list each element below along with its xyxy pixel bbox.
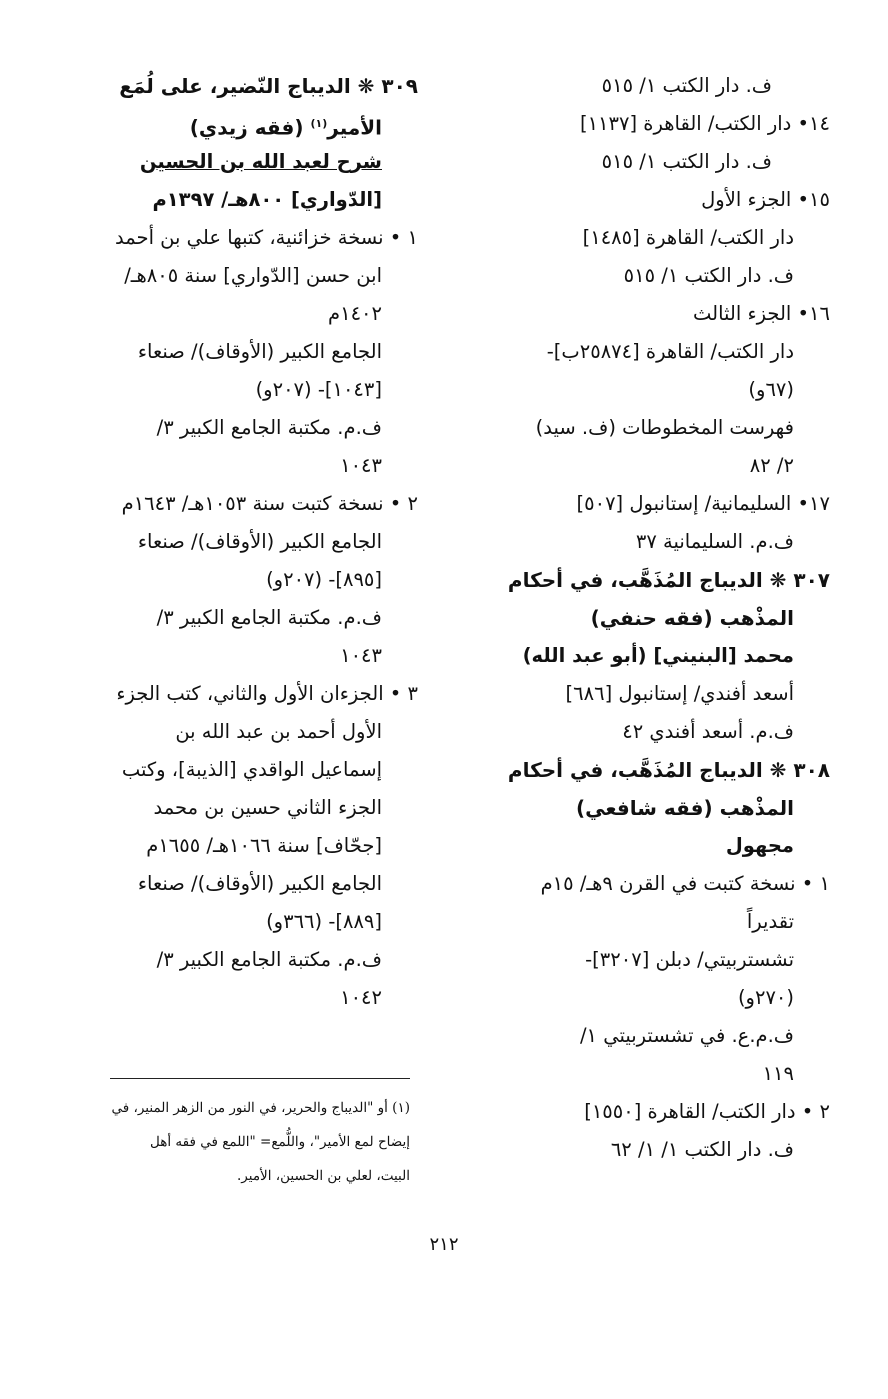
- entry-author: مجهول: [725, 834, 794, 857]
- reference-line: ابن حسن [الدّواري] سنة ٨٠٥هـ/: [124, 264, 382, 287]
- manuscript-entry: ١٤• دار الكتب/ القاهرة [١١٣٧]: [579, 112, 830, 135]
- reference-line: ف.م. مكتبة الجامع الكبير ٣/: [156, 416, 382, 439]
- reference-line: ف.م. مكتبة الجامع الكبير ٣/: [156, 606, 382, 629]
- reference-line: [٨٨٩]- (٣٦٦و): [266, 910, 382, 933]
- reference-line: تشستربيتي/ دبلن [٣٢٠٧]-: [585, 948, 794, 971]
- reference-line: الجزء الثاني حسين بن محمد: [153, 796, 382, 819]
- entry-author: [الدّواري] ٨٠٠هـ/ ١٣٩٧م: [152, 188, 382, 211]
- entry-heading: ٣٠٩ ❋ الديباج النّضير، على لُمَع: [119, 74, 418, 98]
- reference-line: ف.م. السليمانية ٣٧: [635, 530, 794, 553]
- reference-line: الجامع الكبير (الأوقاف)/ صنعاء: [137, 530, 382, 553]
- footnote-divider: [110, 1078, 410, 1079]
- reference-line: [٨٩٥]- (٢٠٧و): [266, 568, 382, 591]
- entry-author: محمد [البنيني] (أبو عبد الله): [522, 644, 794, 667]
- manuscript-entry: ١٥• الجزء الأول: [701, 188, 830, 211]
- manuscript-entry: ١٧• السليمانية/ إستانبول [٥٠٧]: [576, 492, 830, 515]
- entry-heading-subject: المذْهب (فقه شافعي): [576, 796, 794, 820]
- footnote-line: إيضاح لمع الأمير"، واللُّمع= "اللمع في فقه أهل: [150, 1134, 410, 1150]
- entry-heading-subject: [190, 110, 382, 142]
- reference-line: (٦٧و): [748, 378, 794, 401]
- reference-line: ف.م. مكتبة الجامع الكبير ٣/: [156, 948, 382, 971]
- reference-line: الأول أحمد بن عبد الله بن: [175, 720, 382, 743]
- manuscript-entry: ٢ • دار الكتب/ القاهرة [١٥٥٠]: [584, 1100, 830, 1123]
- reference-line: ٢/ ٨٢: [749, 454, 794, 477]
- manuscript-entry: ١ • نسخة خزائنية، كتبها علي بن أحمد: [115, 226, 418, 249]
- reference-line: [جحّاف] سنة ١٠٦٦هـ/ ١٦٥٥م: [146, 834, 382, 857]
- reference-line: تقديراً: [746, 910, 794, 933]
- reference-line: ف.م.ع. في تشستربيتي ١/: [579, 1024, 794, 1047]
- reference-line: ١٠٤٣: [340, 644, 382, 667]
- reference-line: ف. دار الكتب ١/ ١/ ٦٢: [610, 1138, 794, 1161]
- manuscript-entry: ١ • نسخة كتبت في القرن ٩هـ/ ١٥م: [540, 872, 830, 895]
- reference-line: إسماعيل الواقدي [الذيبة]، وكتب: [121, 758, 382, 781]
- reference-line: [١٠٤٣]- (٢٠٧و): [255, 378, 382, 401]
- reference-line: ١٠٤٢: [340, 986, 382, 1009]
- manuscript-entry: ٣ • الجزءان الأول والثاني، كتب الجزء: [116, 682, 418, 705]
- reference-line: ف.م. أسعد أفندي ٤٢: [622, 720, 794, 743]
- reference-line: ف. دار الكتب ١/ ٥١٥: [601, 74, 772, 97]
- reference-line: ف. دار الكتب ١/ ٥١٥: [623, 264, 794, 287]
- reference-line: ١٠٤٣: [340, 454, 382, 477]
- entry-heading: ٣٠٨ ❋ الديباج المُذَهَّب، في أحكام: [507, 758, 830, 782]
- reference-line: أسعد أفندي/ إستانبول [٦٨٦]: [565, 682, 794, 705]
- footnote-line: البيت، لعلي بن الحسين، الأمير.: [237, 1168, 410, 1184]
- page-number: ٢١٢: [429, 1234, 459, 1255]
- footnote-marker: (١): [310, 117, 328, 130]
- reference-line: ف. دار الكتب ١/ ٥١٥: [601, 150, 772, 173]
- reference-line: الجامع الكبير (الأوقاف)/ صنعاء: [137, 872, 382, 895]
- reference-line: ١٤٠٢م: [328, 302, 382, 325]
- reference-line: دار الكتب/ القاهرة [١٤٨٥]: [582, 226, 794, 249]
- entry-author: شرح لعبد الله بن الحسين: [139, 150, 382, 173]
- reference-line: الجامع الكبير (الأوقاف)/ صنعاء: [137, 340, 382, 363]
- manuscript-entry: ١٦• الجزء الثالث: [692, 302, 830, 325]
- reference-line: (٢٧٠و): [737, 986, 794, 1009]
- reference-line: فهرست المخطوطات (ف. سيد): [535, 416, 794, 439]
- reference-line: دار الكتب/ القاهرة [٢٥٨٧٤ب]-: [546, 340, 794, 363]
- footnote-line: (١) أو "الديباج والحرير، في النور من الزهر المنير، في: [111, 1100, 410, 1116]
- reference-line: ١١٩: [762, 1062, 794, 1085]
- entry-heading-subject: المذْهب (فقه حنفي): [590, 606, 794, 630]
- manuscript-entry: ٢ • نسخة كتبت سنة ١٠٥٣هـ/ ١٦٤٣م: [121, 492, 418, 515]
- entry-heading: ٣٠٧ ❋ الديباج المُذَهَّب، في أحكام: [507, 568, 830, 592]
- heading-subject-text: الأمير: [327, 115, 382, 140]
- heading-madhhab: (فقه زيدي): [189, 115, 304, 140]
